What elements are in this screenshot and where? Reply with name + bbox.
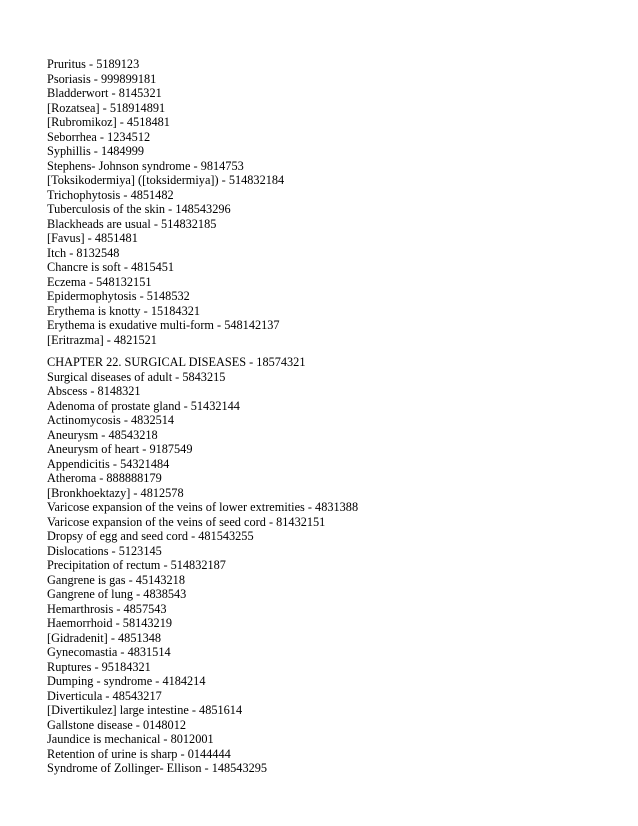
list-item: Abscess - 8148321 bbox=[47, 384, 141, 398]
list-item: Syndrome of Zollinger- Ellison - 148543295 bbox=[47, 761, 268, 775]
list-item: Trichophytosis - 4851482 bbox=[47, 187, 174, 202]
list-item: Itch - 8132548 bbox=[47, 245, 120, 260]
list-item: Tuberculosis of the skin - 148543296 bbox=[47, 202, 231, 216]
list-item: Jaundice is mechanical - 8012001 bbox=[47, 732, 214, 746]
list-item: Syphillis - 1484999 bbox=[47, 144, 145, 158]
list-item: Actinomycosis - 4832514 bbox=[47, 413, 175, 427]
list-item: Haemorrhoid - 58143219 bbox=[47, 616, 172, 630]
list-item: Appendicitis - 54321484 bbox=[47, 456, 170, 471]
list-item: Dumping - syndrome - 4184214 bbox=[47, 674, 206, 688]
list-item: [Toksikodermiya] ([toksidermiya]) - 514832184 bbox=[47, 173, 285, 187]
list-item: Retention of urine is sharp - 0144444 bbox=[47, 746, 231, 761]
surgical-diseases-list bbox=[47, 355, 627, 776]
list-item: Aneurysm of heart - 9187549 bbox=[47, 442, 193, 456]
list-item: Psoriasis - 999899181 bbox=[47, 71, 157, 86]
list-item: [Eritrazma] - 4821521 bbox=[47, 332, 157, 347]
section-gap bbox=[47, 347, 627, 355]
list-item: Adenoma of prostate gland - 51432144 bbox=[47, 398, 240, 413]
list-item: [Gidradenit] - 4851348 bbox=[47, 630, 162, 645]
list-item: Pruritus - 5189123 bbox=[47, 57, 140, 71]
list-item: Gallstone disease - 0148012 bbox=[47, 717, 186, 732]
list-item: Diverticula - 48543217 bbox=[47, 688, 162, 703]
list-item: Bladderwort - 8145321 bbox=[47, 86, 162, 100]
list-item: Gangrene of lung - 4838543 bbox=[47, 587, 187, 601]
list-item: Epidermophytosis - 5148532 bbox=[47, 289, 190, 303]
list-item: Hemarthrosis - 4857543 bbox=[47, 601, 167, 616]
list-item: Eczema - 548132151 bbox=[47, 274, 152, 289]
list-item: [Favus] - 4851481 bbox=[47, 231, 138, 245]
list-item: Surgical diseases of adult - 5843215 bbox=[47, 369, 226, 384]
list-item: Gangrene is gas - 45143218 bbox=[47, 572, 185, 587]
list-item: Blackheads are usual - 514832185 bbox=[47, 216, 217, 231]
list-item: [Rubromikoz] - 4518481 bbox=[47, 115, 170, 129]
document-page bbox=[47, 57, 627, 776]
chapter-heading: CHAPTER 22. SURGICAL DISEASES - 18574321 bbox=[47, 355, 306, 369]
dermatology-list bbox=[47, 57, 627, 347]
list-item: Dropsy of egg and seed cord - 481543255 bbox=[47, 529, 254, 543]
list-item: Erythema is knotty - 15184321 bbox=[47, 303, 201, 318]
list-item: Ruptures - 95184321 bbox=[47, 659, 151, 674]
list-item: Aneurysm - 48543218 bbox=[47, 427, 158, 442]
list-item: Varicose expansion of the veins of lower extremities - 4831388 bbox=[47, 500, 359, 514]
list-item: [Rozatsea] - 518914891 bbox=[47, 100, 166, 115]
list-item: Dislocations - 5123145 bbox=[47, 543, 162, 558]
list-item: Chancre is soft - 4815451 bbox=[47, 260, 175, 274]
list-item: Erythema is exudative multi-form - 548142137 bbox=[47, 318, 280, 332]
list-item: Precipitation of rectum - 514832187 bbox=[47, 558, 226, 572]
list-item: Stephens- Johnson syndrome - 9814753 bbox=[47, 158, 244, 173]
list-item: Atheroma - 888888179 bbox=[47, 471, 162, 485]
list-item: [Divertikulez] large intestine - 4851614 bbox=[47, 703, 243, 717]
list-item: Varicose expansion of the veins of seed cord - 81432151 bbox=[47, 514, 326, 529]
list-item: Seborrhea - 1234512 bbox=[47, 129, 151, 144]
list-item: [Bronkhoektazy] - 4812578 bbox=[47, 485, 184, 500]
list-item: Gynecomastia - 4831514 bbox=[47, 645, 171, 659]
